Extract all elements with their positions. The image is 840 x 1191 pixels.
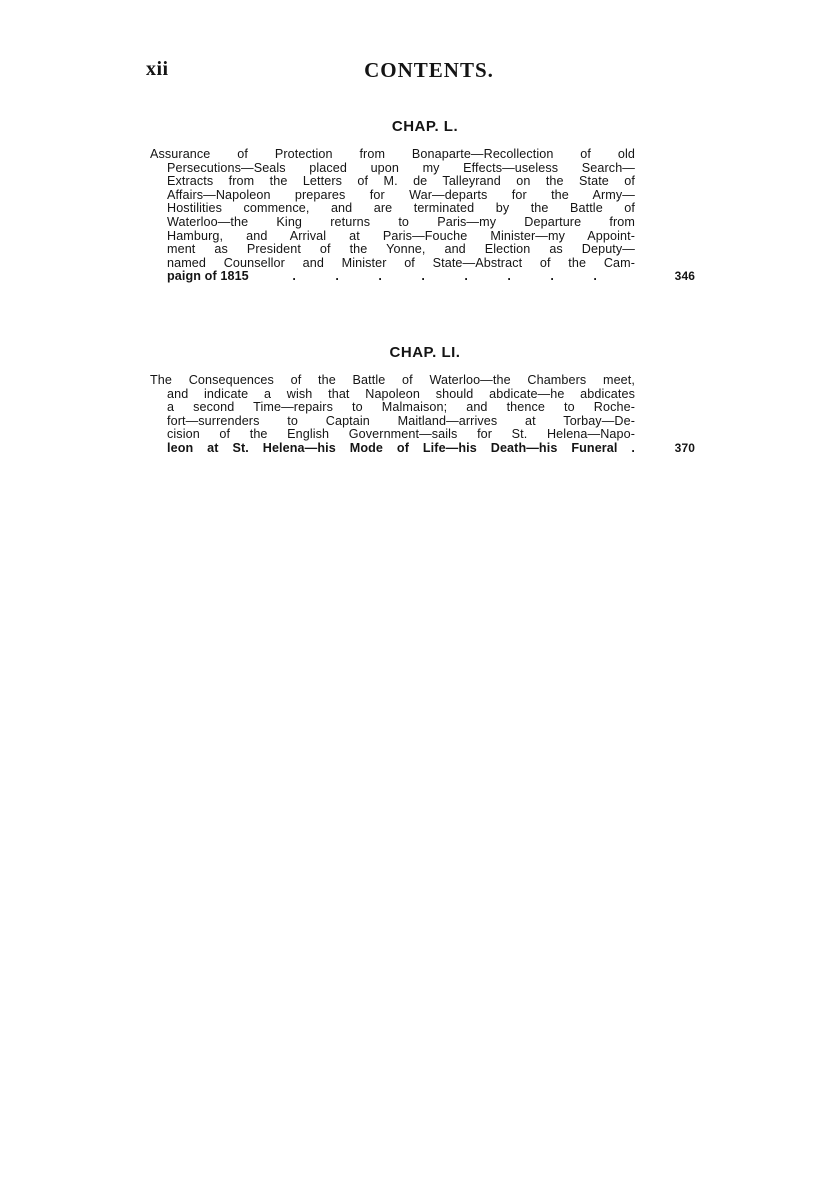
summary-line: Hamburg, and Arrival at Paris—Fouche Minister—my Appoint- — [167, 228, 635, 243]
chapter-heading: CHAP. LI. — [389, 344, 461, 361]
chapter-heading: CHAP. L. — [391, 118, 459, 135]
summary-line: named Counsellor and Minister of State—Abstract of the Cam- — [167, 255, 635, 270]
chapter-summary — [150, 374, 695, 456]
summary-line: Affairs—Napoleon prepares for War—departs for the Army— — [167, 187, 635, 202]
page-reference: 346 — [674, 269, 695, 283]
summary-line: Assurance of Protection from Bonaparte—Recollection of old — [150, 147, 635, 161]
summary-line: Extracts from the Letters of M. de Talleyrand on the State of — [167, 174, 635, 189]
summary-line: Waterloo—the King returns to Paris—my Departure from — [167, 214, 635, 229]
summary-line: fort—surrenders to Captain Maitland—arrives at Torbay—De- — [167, 413, 635, 428]
summary-line: Persecutions—Seals placed upon my Effects—useless Search— — [167, 160, 635, 175]
summary-line: ment as President of the Yonne, and Election as Deputy— — [167, 242, 635, 257]
summary-last-line — [150, 270, 665, 284]
summary-line: cision of the English Government—sails for St. Helena—Napo- — [167, 427, 635, 442]
dot-leaders: . . . . . . . . — [292, 269, 597, 284]
summary-line: leon at St. Helena—his Mode of Life—his Death—his Funeral . — [167, 440, 635, 455]
page-reference: 370 — [674, 441, 695, 455]
page-title: CONTENTS. — [364, 58, 494, 82]
summary-line-text: paign of 1815 — [167, 269, 249, 284]
summary-line: The Consequences of the Battle of Waterloo—the Chambers meet, — [150, 373, 635, 387]
summary-line: Hostilities commence, and are terminated by the Battle of — [167, 201, 635, 216]
summary-line: a second Time—repairs to Malmaison; and thence to Roche- — [167, 400, 635, 415]
page-number: xii — [146, 58, 169, 80]
chapter-summary — [150, 148, 695, 284]
summary-line: and indicate a wish that Napoleon should abdicate—he abdicates — [167, 386, 635, 401]
